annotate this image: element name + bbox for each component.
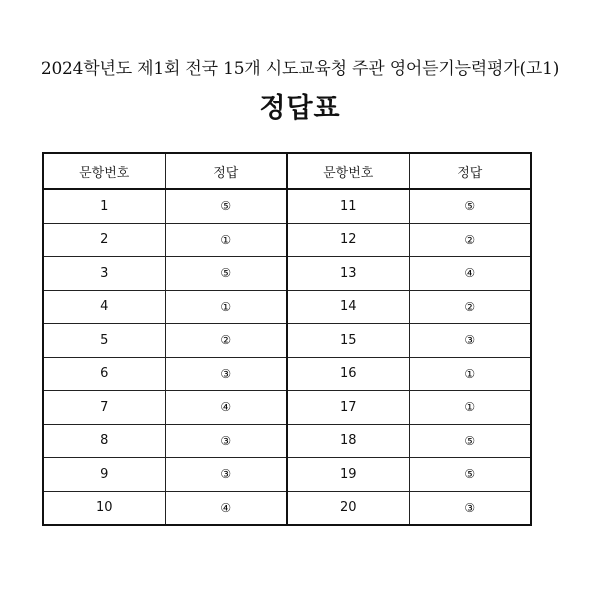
answer-cell: ② [409,290,531,324]
question-number-cell: 8 [43,424,165,458]
table-row [43,257,531,291]
answer-cell: ③ [409,491,531,525]
question-number-cell: 15 [287,324,409,358]
answer-cell: ① [409,357,531,391]
answer-cell: ⑤ [165,257,287,291]
answer-table [42,152,532,526]
answer-table-body [43,189,531,525]
table-row [43,223,531,257]
question-number-cell: 11 [287,189,409,223]
header-question-number-left: 문항번호 [43,153,165,189]
question-number-cell: 12 [287,223,409,257]
answer-cell: ③ [165,424,287,458]
question-number-cell: 6 [43,357,165,391]
question-number-cell: 16 [287,357,409,391]
table-row [43,491,531,525]
answer-cell: ④ [165,391,287,425]
header-answer-left: 정답 [165,153,287,189]
answer-cell: ③ [409,324,531,358]
header-question-number-right: 문항번호 [287,153,409,189]
question-number-cell: 17 [287,391,409,425]
document-subtitle: 정답표 [259,93,341,124]
question-number-cell: 5 [43,324,165,358]
answer-cell: ⑤ [409,189,531,223]
question-number-cell: 9 [43,458,165,492]
answer-cell: ① [165,290,287,324]
question-number-cell: 18 [287,424,409,458]
question-number-cell: 1 [43,189,165,223]
question-number-cell: 7 [43,391,165,425]
table-row [43,290,531,324]
answer-table-header [43,153,531,189]
answer-cell: ⑤ [165,189,287,223]
document-title: 2024학년도 제1회 전국 15개 시도교육청 주관 영어듣기능력평가(고1) [40,59,560,79]
question-number-cell: 4 [43,290,165,324]
question-number-cell: 13 [287,257,409,291]
table-row [43,189,531,223]
answer-cell: ② [165,324,287,358]
answer-cell: ③ [165,357,287,391]
answer-cell: ① [165,223,287,257]
table-row [43,424,531,458]
table-row [43,324,531,358]
question-number-cell: 19 [287,458,409,492]
answer-cell: ⑤ [409,458,531,492]
answer-cell: ④ [165,491,287,525]
table-row [43,391,531,425]
answer-cell: ⑤ [409,424,531,458]
table-row [43,357,531,391]
answer-cell: ④ [409,257,531,291]
header-row [43,153,531,189]
question-number-cell: 20 [287,491,409,525]
answer-cell: ① [409,391,531,425]
question-number-cell: 14 [287,290,409,324]
question-number-cell: 10 [43,491,165,525]
header-answer-right: 정답 [409,153,531,189]
answer-cell: ② [409,223,531,257]
question-number-cell: 3 [43,257,165,291]
table-row [43,458,531,492]
answer-cell: ③ [165,458,287,492]
question-number-cell: 2 [43,223,165,257]
